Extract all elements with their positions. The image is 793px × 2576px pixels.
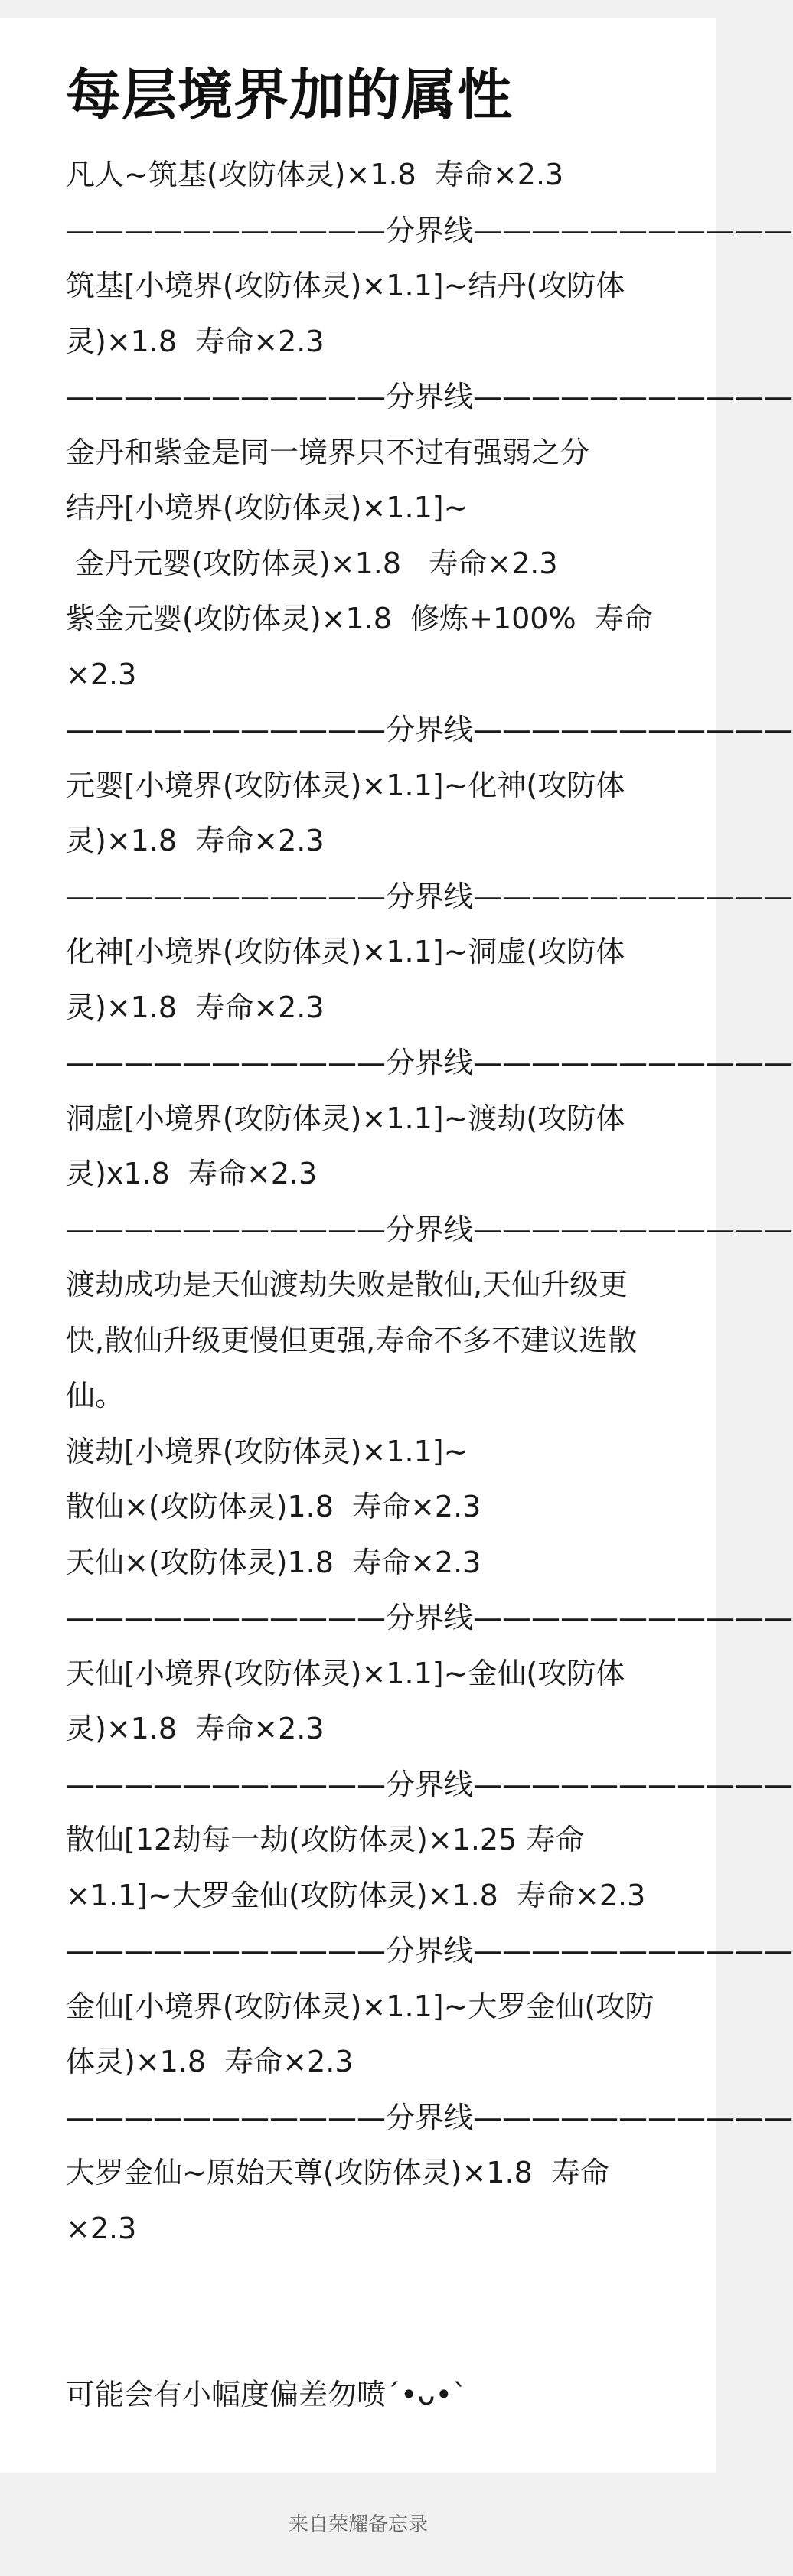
memo-line: 灵)x1.8 寿命×2.3 <box>66 1157 318 1190</box>
memo-line: 渡劫成功是天仙渡劫失败是散仙,天仙升级更 <box>66 1268 628 1301</box>
memo-line: ×2.3 <box>66 2211 137 2245</box>
memo-line: 体灵)×1.8 寿命×2.3 <box>66 2045 354 2078</box>
memo-line: 金仙[小境界(攻防体灵)×1.1]~大罗金仙(攻防 <box>66 1989 654 2023</box>
divider-line: ———————————分界线——————————— <box>66 1046 793 1079</box>
memo-line: 渡劫[小境界(攻防体灵)×1.1]~ <box>66 1434 468 1468</box>
divider-line: ———————————分界线——————————— <box>66 213 793 247</box>
memo-line: 可能会有小幅度偏差勿喷ˊ•ᴗ•ˋ <box>66 2378 468 2411</box>
divider-line: ———————————分界线——————————— <box>66 1934 793 1967</box>
divider-line: ———————————分界线——————————— <box>66 1767 793 1801</box>
memo-line: 大罗金仙~原始天尊(攻防体灵)×1.8 寿命 <box>66 2156 609 2189</box>
memo-line: 散仙×(攻防体灵)1.8 寿命×2.3 <box>66 1490 481 1523</box>
memo-title[interactable]: 每层境界加的属性 <box>66 63 514 127</box>
memo-line: 散仙[12劫每一劫(攻防体灵)×1.25 寿命 <box>66 1823 585 1856</box>
divider-line: ———————————分界线——————————— <box>66 879 793 913</box>
divider-line: ———————————分界线——————————— <box>66 380 793 413</box>
source-caption: 来自荣耀备忘录 <box>288 2512 428 2536</box>
memo-line: 灵)×1.8 寿命×2.3 <box>66 1712 325 1745</box>
memo-line: 金丹和紫金是同一境界只不过有强弱之分 <box>66 435 590 469</box>
memo-line: 仙。 <box>66 1379 125 1412</box>
memo-line: ×1.1]~大罗金仙(攻防体灵)×1.8 寿命×2.3 <box>66 1878 646 1912</box>
divider-line: ———————————分界线——————————— <box>66 1212 793 1246</box>
memo-line: 灵)×1.8 寿命×2.3 <box>66 824 325 857</box>
memo-line: 紫金元婴(攻防体灵)×1.8 修炼+100% 寿命 <box>66 602 653 635</box>
divider-line: ———————————分界线——————————— <box>66 2100 793 2134</box>
blank-spacer <box>66 2256 671 2367</box>
memo-line: 结丹[小境界(攻防体灵)×1.1]~ <box>66 491 468 524</box>
divider-line: ———————————分界线——————————— <box>66 713 793 746</box>
memo-line: 金丹元婴(攻防体灵)×1.8 寿命×2.3 <box>66 546 558 580</box>
memo-line: 快,散仙升级更慢但更强,寿命不多不建议选散 <box>66 1323 638 1357</box>
memo-sheet <box>0 18 793 2473</box>
memo-line: 筑基[小境界(攻防体灵)×1.1]~结丹(攻防体 <box>66 269 625 302</box>
memo-line: 天仙×(攻防体灵)1.8 寿命×2.3 <box>66 1545 481 1579</box>
memo-line: 灵)×1.8 寿命×2.3 <box>66 990 325 1024</box>
memo-content[interactable] <box>66 58 793 2423</box>
memo-line: 天仙[小境界(攻防体灵)×1.1]~金仙(攻防体 <box>66 1656 625 1690</box>
memo-footer <box>0 2473 716 2576</box>
memo-line: ×2.3 <box>66 657 137 691</box>
memo-line: 洞虚[小境界(攻防体灵)×1.1]~渡劫(攻防体 <box>66 1101 625 1135</box>
memo-line: 凡人~筑基(攻防体灵)×1.8 寿命×2.3 <box>66 158 564 191</box>
memo-body[interactable] <box>66 147 793 2423</box>
memo-line: 灵)×1.8 寿命×2.3 <box>66 324 325 358</box>
divider-line: ———————————分界线——————————— <box>66 1601 793 1634</box>
memo-line: 化神[小境界(攻防体灵)×1.1]~洞虚(攻防体 <box>66 935 625 968</box>
memo-line: 元婴[小境界(攻防体灵)×1.1]~化神(攻防体 <box>66 768 625 802</box>
